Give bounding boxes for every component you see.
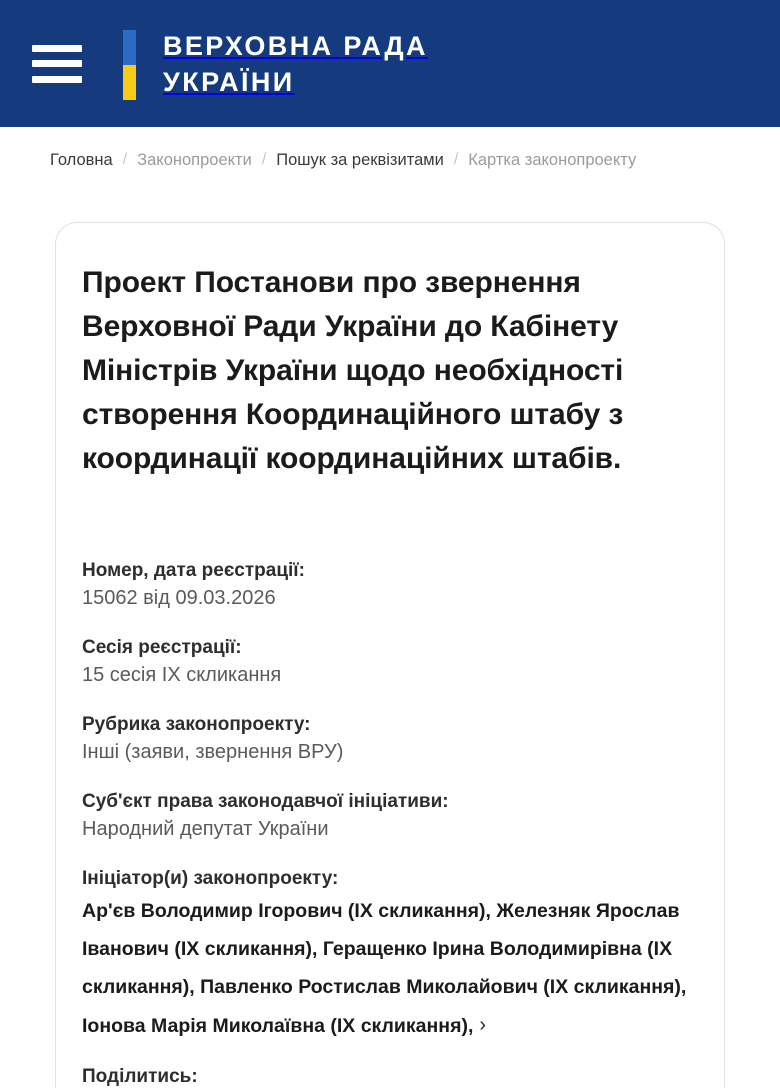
field-registration-session bbox=[82, 634, 698, 689]
field-label: Рубрика законопроекту: bbox=[82, 714, 311, 735]
field-bill-category bbox=[82, 711, 698, 766]
field-label: Номер, дата реєстрації: bbox=[82, 560, 305, 581]
breadcrumb bbox=[0, 127, 780, 171]
hamburger-menu-icon[interactable] bbox=[32, 41, 82, 87]
brand-title bbox=[163, 28, 428, 100]
field-value bbox=[82, 892, 698, 1045]
field-value: Народний депутат України bbox=[82, 818, 329, 840]
breadcrumb-item-bills[interactable]: Законопроекти bbox=[137, 151, 252, 169]
field-value: Інші (заяви, звернення ВРУ) bbox=[82, 741, 344, 763]
flag-blue-stripe bbox=[123, 30, 136, 65]
initiators-text: Ар'єв Володимир Ігорович (IX скликання), Железняк Ярослав Іванович (IX скликання), Геращенко Ірина Володимирівна (IX скликання), Павленко Ростислав Миколайович (IX скликання), Іонова Марія Миколаївна (IX скликання), bbox=[82, 900, 687, 1037]
hamburger-bar-3 bbox=[32, 76, 82, 83]
breadcrumb-separator-icon: / bbox=[122, 151, 128, 168]
hamburger-bar-2 bbox=[32, 60, 82, 67]
breadcrumb-item-search[interactable]: Пошук за реквізитами bbox=[276, 151, 444, 169]
field-bill-initiators bbox=[82, 865, 698, 1045]
site-header bbox=[0, 0, 780, 127]
breadcrumb-separator-icon: / bbox=[261, 151, 267, 168]
field-label: Суб'єкт права законодавчої ініціативи: bbox=[82, 791, 449, 812]
flag-yellow-stripe bbox=[123, 65, 136, 100]
breadcrumb-separator-icon: / bbox=[453, 151, 459, 168]
field-legislative-initiative-subject bbox=[82, 788, 698, 843]
field-value: 15062 від 09.03.2026 bbox=[82, 587, 276, 609]
chevron-right-icon[interactable]: › bbox=[479, 1014, 487, 1036]
ukraine-flag-icon bbox=[123, 30, 136, 100]
bill-title: Проект Постанови про звернення Верховної Ради України до Кабінету Міністрів України щодо необхідності створення Координаційного штабу з координації координаційних штабів. bbox=[82, 266, 624, 475]
share-label: Поділитись: bbox=[82, 1066, 198, 1087]
bill-card bbox=[55, 222, 725, 1088]
field-label: Сесія реєстрації: bbox=[82, 637, 242, 658]
breadcrumb-item-home[interactable]: Головна bbox=[50, 151, 113, 169]
field-registration-number bbox=[82, 557, 698, 612]
hamburger-bar-1 bbox=[32, 45, 82, 52]
brand-title-line-1: ВЕРХОВНА РАДА bbox=[163, 30, 428, 61]
brand-logo-link[interactable] bbox=[123, 28, 428, 100]
field-value: 15 сесія IX скликання bbox=[82, 664, 282, 686]
breadcrumb-item-bill-card[interactable]: Картка законопроекту bbox=[468, 151, 637, 169]
brand-title-line-2: УКРАЇНИ bbox=[163, 66, 295, 97]
field-label: Ініціатор(и) законопроекту: bbox=[82, 868, 339, 889]
